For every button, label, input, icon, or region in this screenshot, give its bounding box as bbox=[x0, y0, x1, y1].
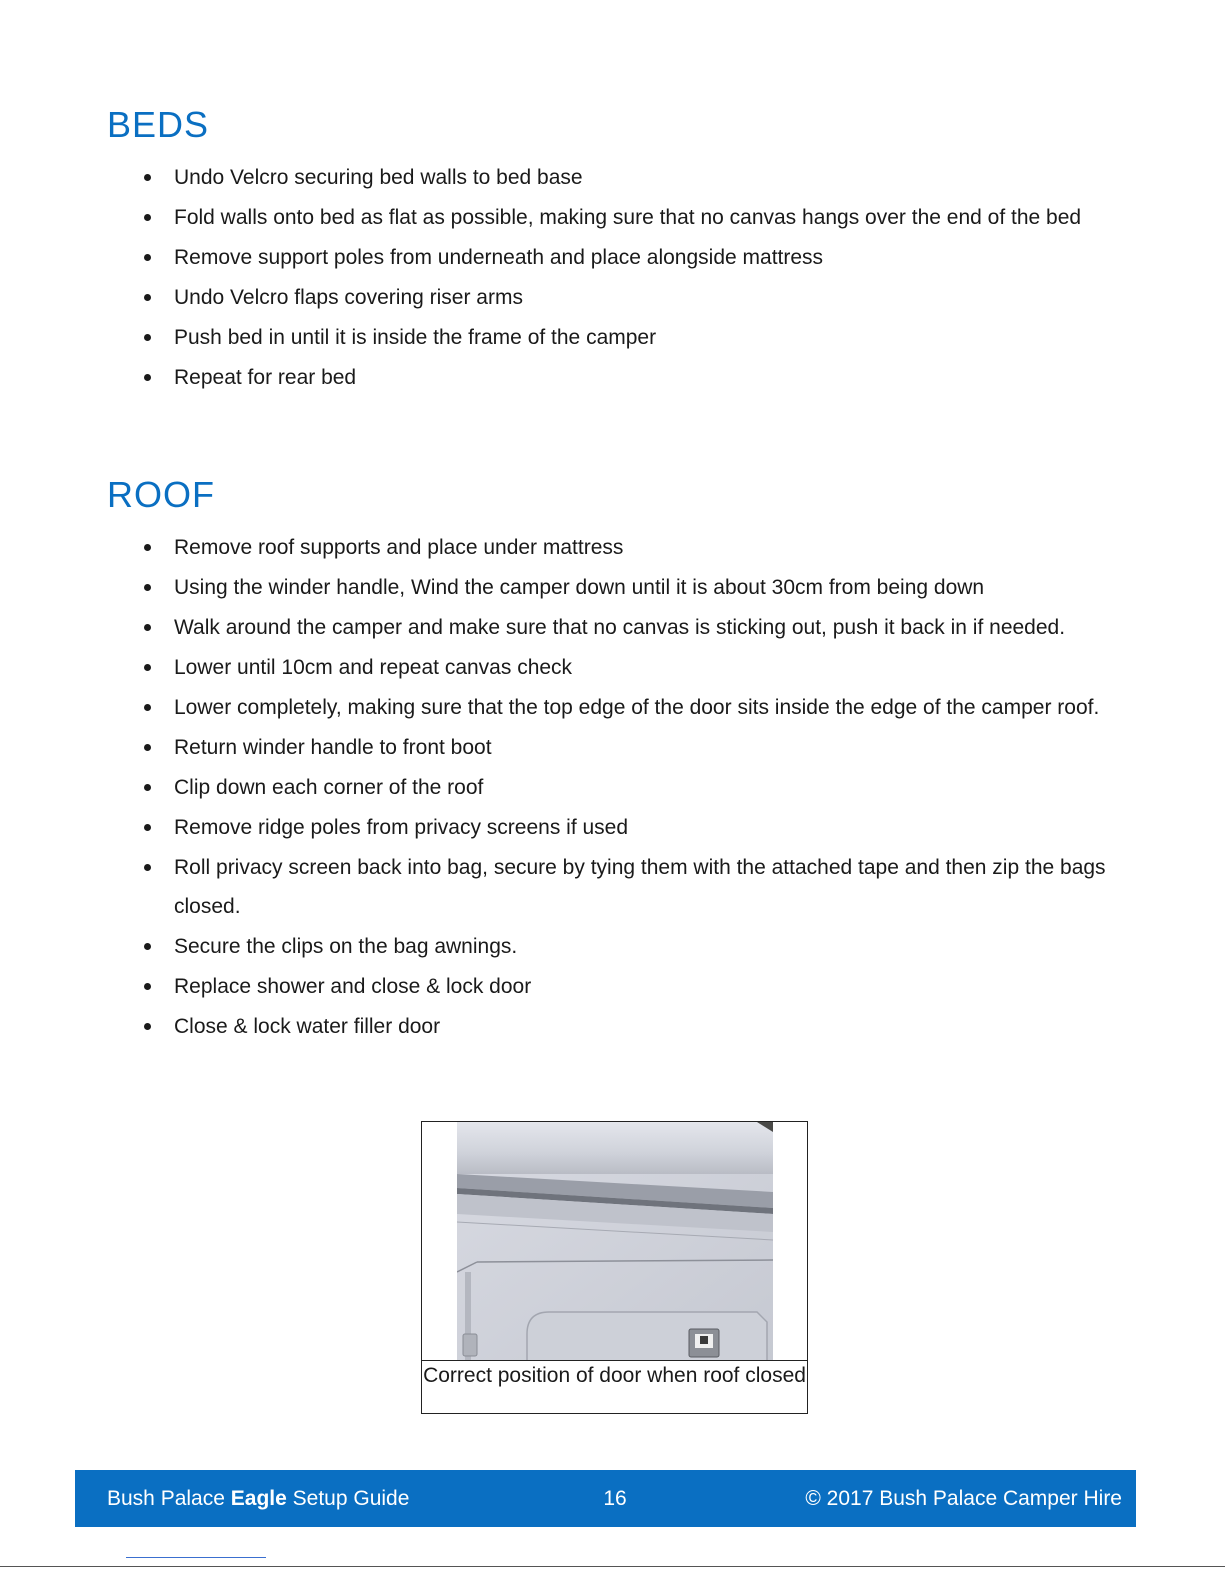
section-title-beds: BEDS bbox=[107, 104, 210, 145]
list-item bbox=[0, 808, 1225, 847]
list-item bbox=[0, 568, 1225, 607]
list-item-text: Replace shower and close & lock door bbox=[174, 975, 532, 998]
page-number: 16 bbox=[603, 1487, 627, 1510]
list-item bbox=[0, 927, 1225, 966]
list-item bbox=[0, 158, 1225, 197]
bullet-icon bbox=[144, 704, 151, 711]
bullet-icon bbox=[144, 624, 151, 631]
bullet-icon bbox=[144, 334, 151, 341]
list-item bbox=[0, 608, 1225, 647]
list-item-text: Using the winder handle, Wind the camper down until it is about 30cm from being down bbox=[174, 576, 985, 599]
bullet-icon bbox=[144, 1023, 151, 1030]
list-item bbox=[0, 848, 1225, 926]
list-item-text: Remove roof supports and place under mattress bbox=[174, 536, 624, 559]
bullet-icon bbox=[144, 943, 151, 950]
list-item-text: Lower completely, making sure that the top edge of the door sits inside the edge of the camper roof. bbox=[174, 696, 1100, 719]
bullet-icon bbox=[144, 584, 151, 591]
list-item bbox=[0, 238, 1225, 277]
footer-brand: Bush Palace bbox=[107, 1487, 225, 1510]
list-item-text: Undo Velcro securing bed walls to bed base bbox=[174, 166, 583, 189]
section-title-roof: ROOF bbox=[107, 474, 215, 515]
bullet-icon bbox=[144, 864, 151, 871]
list-item bbox=[0, 528, 1225, 567]
list-item-text: Repeat for rear bed bbox=[174, 366, 357, 389]
list-item bbox=[0, 768, 1225, 807]
list-item-text: Clip down each corner of the roof bbox=[174, 776, 484, 799]
list-item-text: Return winder handle to front boot bbox=[174, 736, 492, 759]
bullet-icon bbox=[144, 784, 151, 791]
list-item bbox=[0, 358, 1225, 397]
list-item-text: Close & lock water filler door bbox=[174, 1015, 441, 1038]
list-item bbox=[0, 728, 1225, 767]
bullet-icon bbox=[144, 544, 151, 551]
list-item-text: Remove ridge poles from privacy screens if used bbox=[174, 816, 629, 839]
bullet-icon bbox=[144, 664, 151, 671]
bullet-icon bbox=[144, 374, 151, 381]
bullet-icon bbox=[144, 824, 151, 831]
footer-guide: Setup Guide bbox=[292, 1487, 410, 1510]
list-item bbox=[0, 318, 1225, 357]
page-edge-rule bbox=[0, 1566, 1225, 1567]
list-item bbox=[0, 648, 1225, 687]
page-edge-mark bbox=[126, 1557, 266, 1558]
list-item-text: Roll privacy screen back into bag, secure by tying them with the attached tape and then zip the bags closed. bbox=[174, 856, 1106, 918]
list-item-text: Secure the clips on the bag awnings. bbox=[174, 935, 518, 958]
figure-caption: Correct position of door when roof closed bbox=[422, 1360, 807, 1413]
footer-model: Eagle bbox=[230, 1487, 287, 1510]
list-item bbox=[0, 198, 1225, 237]
footer-title bbox=[107, 1487, 409, 1511]
list-item-text: Push bed in until it is inside the frame of the camper bbox=[174, 326, 657, 349]
footer-copyright: © 2017 Bush Palace Camper Hire bbox=[805, 1487, 1122, 1510]
beds-list bbox=[0, 158, 1225, 398]
list-item bbox=[0, 1007, 1225, 1046]
list-item bbox=[0, 967, 1225, 1006]
bullet-icon bbox=[144, 983, 151, 990]
bullet-icon bbox=[144, 294, 151, 301]
list-item-text: Fold walls onto bed as flat as possible, making sure that no canvas hangs over the end of the bed bbox=[174, 206, 1082, 229]
list-item-text: Remove support poles from underneath and place alongside mattress bbox=[174, 246, 824, 269]
bullet-icon bbox=[144, 214, 151, 221]
figure-door-position bbox=[421, 1121, 808, 1414]
list-item-text: Walk around the camper and make sure that no canvas is sticking out, push it back in if needed. bbox=[174, 616, 1066, 639]
bullet-icon bbox=[144, 174, 151, 181]
roof-list bbox=[0, 528, 1225, 1047]
list-item-text: Lower until 10cm and repeat canvas check bbox=[174, 656, 573, 679]
list-item bbox=[0, 688, 1225, 727]
bullet-icon bbox=[144, 254, 151, 261]
page-footer bbox=[75, 1470, 1136, 1527]
list-item-text: Undo Velcro flaps covering riser arms bbox=[174, 286, 523, 309]
bullet-icon bbox=[144, 744, 151, 751]
camper-door-photo bbox=[457, 1122, 773, 1360]
list-item bbox=[0, 278, 1225, 317]
